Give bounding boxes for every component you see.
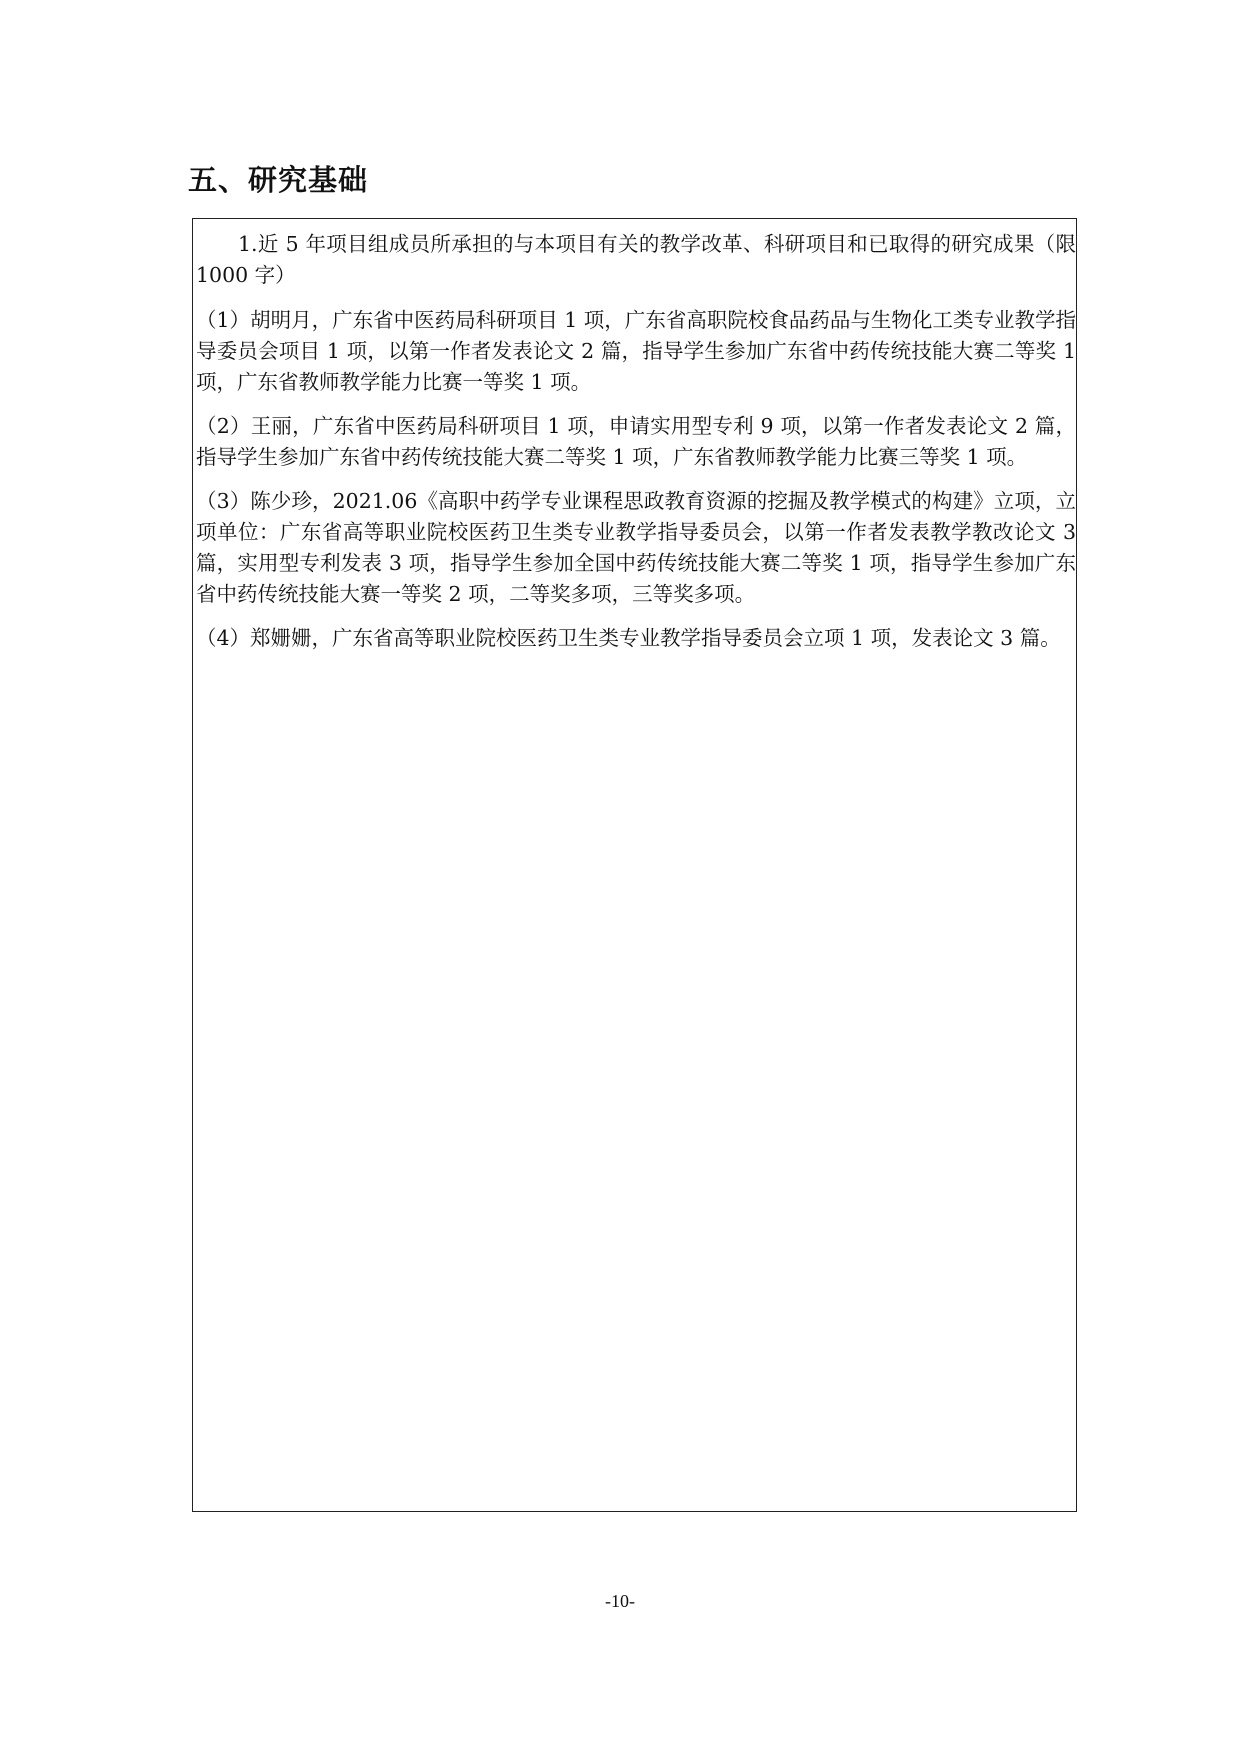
box-intro-paragraph: 1.近 5 年项目组成员所承担的与本项目有关的教学改革、科研项目和已取得的研究成果（限 1000 字） — [196, 232, 1076, 287]
research-foundation-box — [192, 218, 1077, 1512]
member-item-4: （4）郑姗姗，广东省高等职业院校医药卫生类专业教学指导委员会立项 1 项，发表论文 3 篇。 — [196, 626, 1061, 650]
member-item-2: （2）王丽，广东省中医药局科研项目 1 项，申请实用型专利 9 项，以第一作者发表论文 2 篇，指导学生参加广东省中药传统技能大赛二等奖 1 项，广东省教师教学能力比赛三等奖 1 项。 — [196, 414, 1076, 469]
member-item-3: （3）陈少珍，2021.06《高职中药学专业课程思政教育资源的挖掘及教学模式的构建》立项，立项单位：广东省高等职业院校医药卫生类专业教学指导委员会，以第一作者发表教学教改论文 3 篇，实用型专利发表 3 项，指导学生参加全国中药传统技能大赛二等奖 1 项，指导学生参加广东省中药传统技能大赛一等奖 2 项，二等奖多项，三等奖多项。 — [196, 489, 1076, 606]
page-number: -10- — [605, 1591, 635, 1611]
box-content — [196, 229, 1076, 667]
member-item-1: （1）胡明月，广东省中医药局科研项目 1 项，广东省高职院校食品药品与生物化工类专业教学指导委员会项目 1 项，以第一作者发表论文 2 篇，指导学生参加广东省中药传统技能大赛二等奖 1 项，广东省教师教学能力比赛一等奖 1 项。 — [196, 308, 1076, 394]
section-heading: 五、研究基础 — [188, 163, 369, 197]
